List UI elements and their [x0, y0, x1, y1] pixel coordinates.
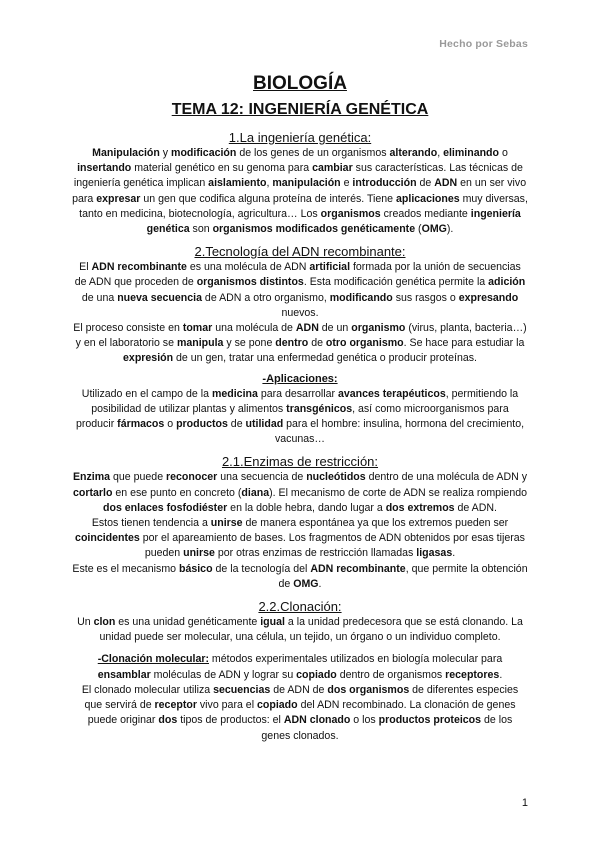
author-note: Hecho por Sebas: [439, 38, 528, 50]
text-run: Estos tienen tendencia a: [91, 517, 211, 530]
bold-term: expresión: [123, 352, 174, 365]
text-run: .: [452, 547, 456, 560]
section-heading: 2.1.Enzimas de restricción:: [221, 454, 379, 470]
text-run: tipos de productos: el: [177, 714, 284, 727]
bold-term: diana: [241, 486, 270, 499]
text-run: material genético en su genoma para: [131, 162, 313, 175]
text-run: nuevos.: [281, 306, 319, 319]
text-run: para el hombre: insulina, hormona del crecimiento, vacunas…: [274, 418, 525, 446]
text-run: que puede: [110, 471, 167, 484]
text-run: y se pone: [223, 337, 276, 350]
bold-term: ADN recombinante: [310, 562, 406, 575]
bold-term: alterando: [389, 147, 438, 159]
text-run: de la tecnología del: [212, 562, 311, 575]
bold-term: medicina: [211, 387, 258, 400]
text-run: métodos experimentales utilizados en biología molecular para: [208, 653, 503, 666]
text-run: El clonado molecular utiliza: [81, 683, 214, 696]
text-run: es una unidad genéticamente: [115, 616, 261, 629]
bold-term: ADN: [295, 322, 319, 335]
text-run: formada por la unión de secuencias de ADN que proceden de: [74, 261, 521, 289]
text-run: Este es el mecanismo: [72, 562, 179, 575]
text-run: en la doble hebra, dando lugar a: [227, 501, 386, 514]
bold-term: ADN: [434, 177, 458, 190]
text-run: . Esta modificación genética permite la: [303, 276, 489, 289]
text-run: muy diversas, tanto en medicina, biotecnología, agricultura… Los: [79, 192, 528, 220]
page-number: 1: [521, 797, 528, 809]
bold-term: secuencias: [213, 683, 271, 696]
bold-term: nucleótidos: [306, 471, 366, 484]
bold-term: expresar: [96, 192, 141, 205]
text-run: de ADN a otro organismo,: [201, 291, 330, 304]
text-run: de ADN.: [454, 501, 497, 514]
bold-term: clon: [93, 616, 116, 629]
bold-term: cambiar: [312, 162, 353, 175]
text-run: es una molécula de ADN: [186, 261, 310, 274]
bold-term: dos organismos: [327, 683, 410, 696]
paragraph: [72, 516, 528, 562]
paragraph: [72, 615, 528, 645]
subsection-label: -Clonación molecular:: [97, 653, 209, 666]
bold-term: Manipulación: [92, 147, 160, 159]
bold-term: organismos modificados genéticamente: [212, 223, 416, 236]
document-body: [72, 72, 528, 751]
text-run: , así como microorganismos para producir: [75, 402, 509, 431]
bold-term: dos extremos: [385, 501, 455, 514]
bold-term: copiado: [257, 699, 298, 712]
paragraph: [72, 260, 528, 321]
bold-term: organismos: [320, 207, 381, 220]
bold-term: modificando: [329, 291, 393, 304]
bold-term: receptores: [445, 668, 500, 681]
bold-term: aislamiento: [208, 177, 267, 190]
text-run: de: [308, 337, 326, 350]
text-run: , que permite la obtención de: [278, 562, 528, 590]
text-run: de una: [81, 291, 118, 304]
bold-term: avances terapéuticos: [337, 387, 446, 400]
bold-term: utilidad: [245, 418, 284, 431]
bold-term: OMG: [293, 577, 319, 590]
bold-term: productos proteicos: [378, 714, 482, 727]
text-run: dentro de organismos: [336, 668, 446, 681]
text-run: de un gen, tratar una enfermedad genética o producir proteínas.: [173, 352, 477, 365]
bold-term: adición: [488, 276, 526, 289]
bold-term: otro organismo: [325, 337, 404, 350]
text-run: para desarrollar: [257, 387, 338, 400]
bold-term: productos: [176, 418, 228, 431]
bold-term: manipulación: [272, 177, 341, 190]
text-run: (virus, planta, bacteria…) y en el laboratorio se: [75, 322, 527, 350]
subsection-clonacion-molecular: [72, 652, 528, 743]
text-run: e: [340, 177, 353, 190]
bold-term: reconocer: [166, 471, 218, 484]
text-run: una molécula de: [212, 322, 296, 335]
section-enzimas-restriccion: [72, 454, 528, 592]
text-run: por otras enzimas de restricción llamadas: [214, 547, 417, 560]
bold-term: OMG: [421, 223, 447, 236]
text-run: por el apareamiento de bases. Los fragmentos de ADN obtenidos por esas tijeras pueden: [139, 532, 525, 560]
bold-term: dos enlaces fosfodiéster: [103, 501, 228, 514]
section-heading: 2.2.Clonación:: [258, 599, 342, 615]
section-clonacion: [72, 599, 528, 645]
bold-term: transgénicos: [286, 402, 353, 415]
section-adn-recombinante: [72, 244, 528, 366]
text-run: El: [79, 261, 92, 274]
section-heading: 1.La ingeniería genética:: [228, 130, 372, 145]
text-run: moléculas de ADN y lograr su: [150, 668, 297, 681]
text-run: en un ser vivo para: [72, 177, 527, 205]
text-run: ,: [437, 147, 444, 159]
text-run: de los genes de un organismos: [236, 147, 390, 159]
bold-term: cortarlo: [72, 486, 113, 499]
text-run: .: [499, 668, 503, 681]
text-run: o los: [350, 714, 379, 727]
text-run: Utilizado en el campo de la: [81, 387, 212, 400]
bold-term: unirse: [183, 547, 215, 560]
text-run: y: [159, 147, 172, 159]
bold-term: ligasas: [416, 547, 453, 560]
document-title: BIOLOGÍA: [253, 73, 347, 94]
text-run: creados mediante: [380, 207, 471, 220]
bold-term: modificación: [171, 147, 237, 159]
bold-term: aplicaciones: [396, 192, 460, 205]
text-run: de: [227, 418, 246, 431]
text-run: de diferentes especies que servirá de: [84, 683, 519, 712]
paragraph: [72, 321, 528, 367]
text-run: . Se hace para estudiar la: [403, 337, 525, 350]
bold-term: insertando: [77, 162, 132, 175]
paragraph: [72, 652, 528, 682]
text-run: dentro de una molécula de ADN y: [365, 471, 528, 484]
bold-term: ADN clonado: [283, 714, 351, 727]
bold-term: igual: [260, 616, 285, 629]
text-run: ).: [446, 223, 454, 236]
bold-term: organismo: [351, 322, 406, 335]
text-run: , permitiendo la posibilidad de utilizar plantas y alimentos: [91, 387, 519, 415]
section-ingenieria-genetica: [72, 130, 528, 237]
bold-term: tomar: [182, 322, 213, 335]
text-run: o: [164, 418, 177, 431]
paragraph: [72, 387, 528, 448]
text-run: vivo para el: [196, 699, 257, 712]
section-heading: 2.Tecnología del ADN recombinante:: [194, 244, 406, 260]
bold-term: dentro: [275, 337, 309, 350]
paragraph: [72, 470, 528, 516]
bold-term: fármacos: [117, 418, 165, 431]
text-run: de un: [318, 322, 352, 335]
bold-term: copiado: [296, 668, 337, 681]
subsection-heading: -Aplicaciones:: [262, 372, 338, 385]
text-run: sus características. Las técnicas de ingeniería genética implican: [73, 162, 523, 190]
text-run: una secuencia de: [217, 471, 307, 484]
bold-term: básico: [178, 562, 213, 575]
bold-term: eliminando: [443, 147, 499, 159]
paragraph: [72, 683, 528, 744]
text-run: a la unidad predecesora que se está clonando. La unidad puede ser molecular, una célula, un tejido, un órgano o un individuo completo.: [99, 616, 523, 644]
text-run: Un: [77, 616, 94, 629]
text-run: sus rasgos o: [392, 291, 459, 304]
text-run: ). El mecanismo de corte de ADN se realiza rompiendo: [269, 486, 527, 499]
text-run: de: [416, 177, 435, 190]
bold-term: nueva secuencia: [117, 291, 202, 304]
text-run: de manera espontánea ya que los extremos pueden ser: [242, 517, 509, 530]
bold-term: introducción: [352, 177, 417, 190]
bold-term: artificial: [309, 261, 351, 274]
text-run: son: [189, 223, 213, 236]
text-run: del ADN recombinado. La clonación de genes puede originar: [87, 699, 516, 727]
paragraph: [72, 146, 528, 237]
text-run: en ese punto en concreto (: [112, 486, 242, 499]
text-run: de los genes clonados.: [261, 714, 513, 742]
text-run: .: [318, 577, 322, 590]
text-run: un gen que codifica alguna proteína de interés. Tiene: [140, 192, 397, 205]
text-run: ,: [266, 177, 273, 190]
bold-term: receptor: [154, 699, 197, 712]
bold-term: ensamblar: [97, 668, 151, 681]
bold-term: coincidentes: [75, 532, 140, 545]
document-subtitle: TEMA 12: INGENIERÍA GENÉTICA: [171, 101, 429, 118]
text-run: El proceso consiste en: [73, 322, 183, 335]
bold-term: unirse: [210, 517, 243, 530]
paragraph: [72, 562, 528, 592]
bold-term: ADN recombinante: [91, 261, 187, 274]
bold-term: expresando: [458, 291, 519, 304]
bold-term: ingeniería genética: [146, 207, 521, 236]
bold-term: Enzima: [72, 471, 111, 484]
text-run: (: [415, 223, 422, 236]
text-run: o: [499, 147, 508, 159]
bold-term: manipula: [176, 337, 224, 350]
bold-term: dos: [158, 714, 178, 727]
text-run: de ADN de: [270, 683, 328, 696]
subsection-aplicaciones: [72, 372, 528, 448]
bold-term: organismos distintos: [196, 276, 304, 289]
